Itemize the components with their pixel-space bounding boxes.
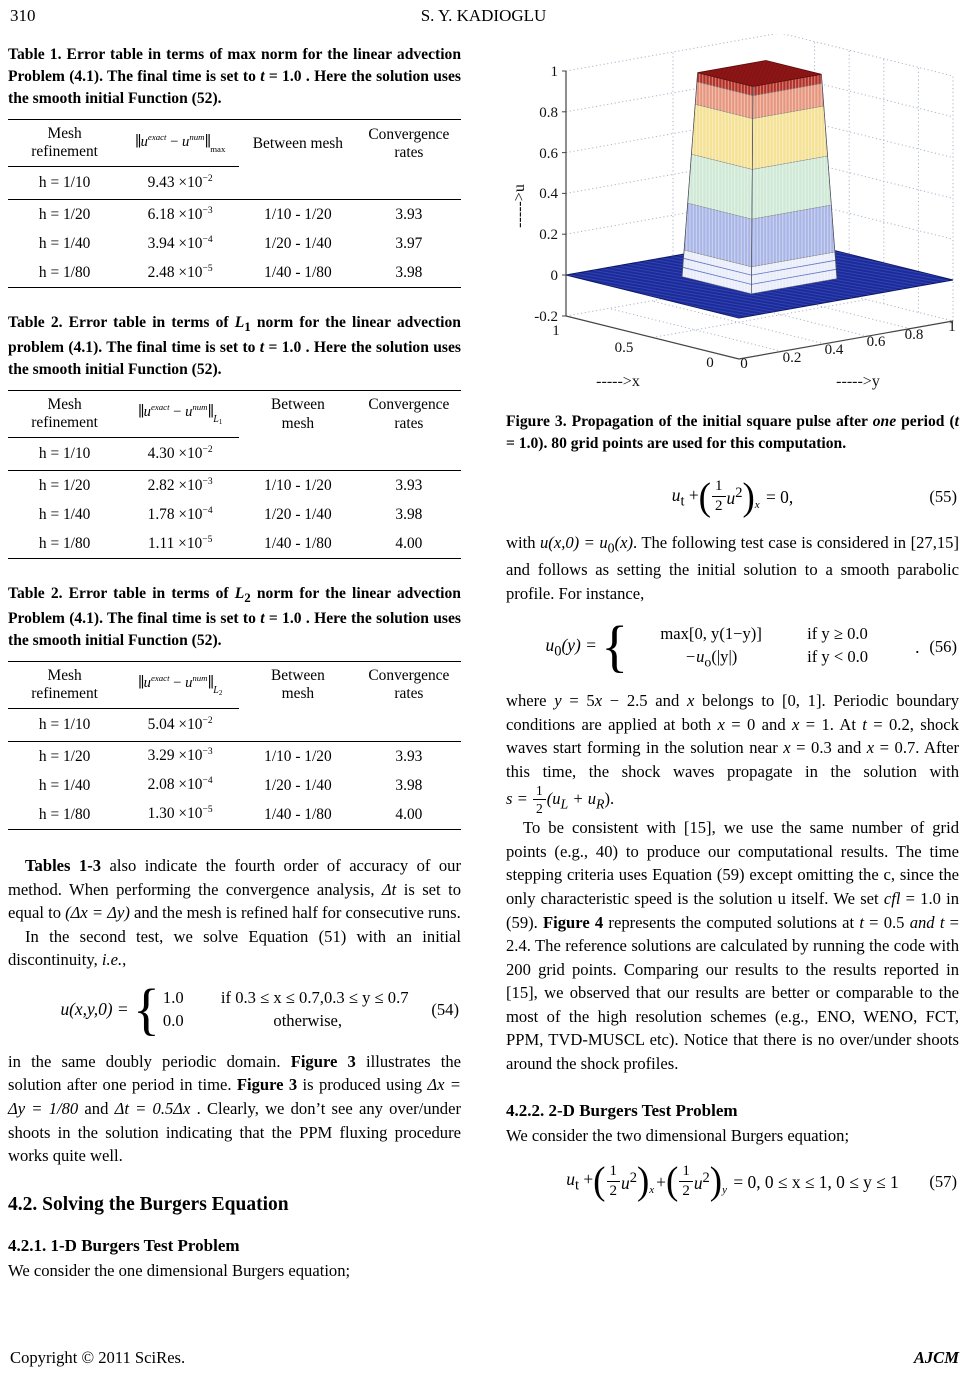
cell: 3.93 (357, 200, 461, 230)
cell: 1/10 - 1/20 (239, 742, 357, 772)
figure-3-plot (506, 34, 959, 396)
cell: h = 1/20 (8, 742, 121, 772)
svg-text:0.5: 0.5 (614, 340, 634, 356)
svg-text:0.4: 0.4 (539, 186, 558, 202)
table-row (8, 771, 461, 800)
cases-brace: { (601, 615, 629, 679)
table-row (8, 500, 461, 529)
cell: $5.04 \times 10^{-2}$ (147, 715, 213, 734)
table-row (8, 800, 461, 830)
equation-number: (55) (929, 487, 957, 507)
table-row (8, 258, 461, 288)
svg-text:0.2: 0.2 (539, 227, 558, 243)
table-row (8, 662, 461, 709)
col-header-error-norm: $\parallel u^{exact}$ − $u^{num}\parallel_{L_1}$ (121, 391, 239, 438)
table-1 (8, 119, 461, 288)
running-header (8, 6, 959, 30)
cell: h = 1/80 (38, 805, 91, 823)
svg-text:1: 1 (948, 319, 956, 335)
svg-text:0: 0 (740, 356, 748, 372)
col-header-convergence-rates: Convergence rates (368, 396, 450, 432)
cell: $3.29 \times 10^{-3}$ (121, 742, 239, 772)
table-row (8, 709, 461, 742)
cell: 1/10 - 1/20 (239, 471, 357, 501)
cell: 1/40 - 1/80 (264, 263, 332, 281)
figure-3 (506, 34, 959, 455)
cell: h = 1/40 (38, 776, 91, 794)
col-header-mesh-refinement: Mesh refinement (8, 662, 121, 709)
cell: $3.94 \times 10^{-4}$ (147, 234, 213, 252)
table-row (8, 391, 461, 438)
cell: 1/20 - 1/40 (264, 776, 332, 794)
inline-formula-shock-speed: s = $\frac{1}{2}$ $(u_L + u_R)$. (506, 782, 615, 816)
cell: $4.30 \times 10^{-2}$ (147, 445, 213, 463)
svg-text:1: 1 (550, 64, 558, 80)
cell: 4.00 (395, 534, 423, 552)
col-header-error-norm: $\parallel u^{exact}$ − $u^{num}\parallel_{L_2}$ (121, 662, 239, 709)
cell: 1/10 - 1/20 (239, 200, 357, 230)
table-3-caption: Table 2. Error table in terms of $L_2$ norm for the linear advection Problem (4.1). The final time is set to t = 1.0 . Here the solution uses the smooth initial Function (52). (8, 585, 461, 649)
footer-copyright: Copyright © 2011 SciRes. (10, 1348, 186, 1367)
table-1-caption: Table 1. Error table in terms of max norm for the linear advection Problem (4.1). The final time is set to t = 1.0 . Here the solution uses the smooth initial Function (52). (8, 46, 461, 108)
svg-text:1: 1 (552, 323, 560, 339)
cell: $1.30 \times 10^{-5}$ (147, 805, 213, 823)
cell: 1/20 - 1/40 (264, 234, 332, 252)
paragraph-doubly-periodic: in the same doubly periodic domain. Figure 3 illustrates the solution after one period in time. Figure 3 is produced using Δx = Δy = 1/80 and Δt = 0.5Δx . Clearly, we don’t see any over/under shoots in the solution indicating that the PPM fluxing procedure works quite well. (8, 1051, 461, 1166)
section-heading-4-2: 4.2. Solving the Burgers Equation (8, 1193, 289, 1215)
svg-text:0.8: 0.8 (904, 327, 924, 343)
cell: 3.93 (357, 471, 461, 501)
cell: $1.11 \times 10^{-5}$ (147, 534, 213, 552)
pulse-mesh-texture (682, 73, 837, 294)
figure-3-caption: Figure 3. Propagation of the initial square pulse after one period (t = 1.0). 80 grid points are used for this computation. (506, 413, 959, 453)
y-tick-labels (740, 319, 956, 372)
cell: 3.97 (395, 234, 423, 252)
equation-55: $u_t$ + ( $\frac{1}{2}$ $u^2$ ) x = 0, (55) (671, 475, 957, 519)
table-row (8, 200, 461, 230)
cell: $2.48 \times 10^{-5}$ (147, 263, 213, 281)
footer-journal: AJCM (913, 1348, 959, 1367)
table-row (8, 167, 461, 200)
equation-57: $u_t$ + ( $\frac{1}{2}$ $u^2$ ) x + ( $\frac{1}{2}$ $u^2$ ) y = 0, 0 ≤ x ≤ 1, 0 ≤ y ≤ 1 (57) (566, 1160, 957, 1204)
page-number: 310 (10, 6, 36, 25)
svg-text:0: 0 (706, 355, 714, 371)
svg-text:-0.2: -0.2 (534, 309, 558, 325)
cell: h = 1/10 (38, 445, 91, 463)
col-header-between-mesh: Between mesh (270, 667, 325, 703)
cell: h = 1/20 (8, 471, 121, 501)
svg-text:0.6: 0.6 (866, 334, 886, 350)
paragraph-consistent: To be consistent with [15], we use the same number of grid points (e.g., 40) to produce our computational results. The time stepping criteria uses Equation (59) except omitting the c, since the only characteristic speed is the solution u itself. We set cfl = 1.0 in (59). Figure 4 represents the computed solutions at t = 0.5 and t = 2.4. The reference solutions are calculated by running the code with 200 grid points. Comparing our results to the results reported in [15], we observed that our results are better or comparable to the most of the high resolution schemes (e.g., ENO, WENO, FCT, PPM, TVD-MUSCL etc). Notice that there is no over/under shoots around the shock profiles. (506, 818, 960, 1073)
table-row (8, 471, 461, 501)
svg-text:0.4: 0.4 (824, 342, 844, 358)
paragraph-with-initial: with $u(x,0) = u_0(x)$. The following test case is considered in [27,15] and follows as setting the initial solution to a smooth parabolic profile. For instance, (506, 533, 959, 603)
col-header-between-mesh: Between mesh (270, 396, 325, 432)
running-head-author: S. Y. KADIOGLU (420, 6, 547, 25)
equation-56: $u_0(y)$ = { max[0, y(1−y)] if y ≥ 0.0 $-u_o(|y|)$ if y < 0.0 . (56) (545, 615, 957, 679)
paragraph-where: where y = 5x − 2.5 and x belongs to [0, 1]. Periodic boundary conditions are applied at both x = 0 and x = 1. At t = 0.2, shock waves start forming in the solution near x = 0.3 and x = 0.7. After this time, the shock waves propagate in the solution with s = $\frac{1}{2}$ $(u_L + u_R)$. (506, 691, 960, 816)
y-axis-label: ----->y (836, 373, 880, 390)
subsection-heading-4-2-1: 4.2.1. 1-D Burgers Test Problem (8, 1235, 240, 1255)
cell: $2.82 \times 10^{-3}$ (121, 471, 239, 501)
cell: h = 1/80 (38, 263, 91, 281)
cell: 3.98 (395, 776, 423, 794)
cell: h = 1/10 (38, 174, 91, 192)
svg-text:0.2: 0.2 (782, 350, 802, 366)
cell: 3.98 (395, 505, 423, 523)
cell: h = 1/10 (38, 716, 91, 734)
table-2 (8, 390, 461, 559)
table-row (8, 742, 461, 772)
cell: 1/40 - 1/80 (264, 805, 332, 823)
subsection-heading-4-2-2: 4.2.2. 2-D Burgers Test Problem (506, 1101, 738, 1121)
table-3 (8, 661, 461, 830)
paragraph-second-test: In the second test, we solve Equation (51) with an initial discontinuity, i.e., (8, 926, 461, 970)
z-axis-label: ----->u (511, 184, 528, 228)
cell: 3.98 (395, 263, 423, 281)
table-row (8, 229, 461, 258)
right-column (506, 34, 960, 1204)
cell: 1/40 - 1/80 (264, 534, 332, 552)
col-header-convergence-rates: Convergence rates (368, 125, 450, 161)
cell: h = 1/20 (8, 200, 121, 230)
cell: $9.43 \times 10^{-2}$ (147, 174, 213, 192)
cell: $1.78 \times 10^{-4}$ (147, 505, 213, 523)
svg-text:0: 0 (550, 268, 558, 284)
col-header-between-mesh: Between mesh (252, 134, 343, 152)
cell: h = 1/80 (38, 534, 91, 552)
col-header-mesh-refinement: Mesh refinement (8, 391, 121, 438)
cases-brace: { (133, 978, 160, 1042)
col-header-convergence-rates: Convergence rates (368, 667, 450, 703)
svg-text:0.6: 0.6 (539, 146, 558, 162)
equation-number: (57) (929, 1172, 957, 1192)
x-axis-label: ----->x (596, 373, 640, 390)
svg-text:0.8: 0.8 (539, 105, 558, 121)
cell: 3.93 (357, 742, 461, 772)
left-column (8, 44, 461, 1282)
col-header-mesh-refinement: Mesh refinement (8, 120, 121, 167)
paragraph-tables-1-3: Tables 1-3 also indicate the fourth order of accuracy of our method. When performing the convergence analysis, Δt is set to equal to (Δx = Δy) and the mesh is refined half for consecutive runs. (8, 856, 461, 923)
cell: h = 1/40 (38, 505, 91, 523)
cell: $2.08 \times 10^{-4}$ (147, 776, 213, 794)
equation-number: (54) (431, 999, 459, 1019)
cell: 1/20 - 1/40 (264, 505, 332, 523)
cell: $6.18 \times 10^{-3}$ (121, 200, 239, 230)
table-row (8, 529, 461, 559)
cell: 4.00 (395, 805, 423, 823)
cell: h = 1/40 (38, 234, 91, 252)
equation-54: u(x,y,0) = { 1.0 if 0.3 ≤ x ≤ 0.7,0.3 ≤ y ≤ 0.7 0.0 otherwise, (54) (60, 978, 459, 1042)
table-2-caption: Table 2. Error table in terms of $L_1$ norm for the linear advection problem (4.1). The final time is set to t = 1.0 . Here the solution uses the smooth initial Function (52). (8, 314, 461, 379)
paragraph-1d-burgers: We consider the one dimensional Burgers equation; (8, 1260, 351, 1280)
table-row (8, 438, 461, 471)
col-header-error-norm: $\parallel u^{exact}$ − $u^{num}\parallel_{max}$ (121, 120, 239, 167)
paragraph-2d-burgers: We consider the two dimensional Burgers equation; (506, 1126, 850, 1146)
equation-number: (56) (929, 637, 957, 657)
table-row (8, 120, 461, 167)
z-tick-labels (534, 64, 558, 325)
